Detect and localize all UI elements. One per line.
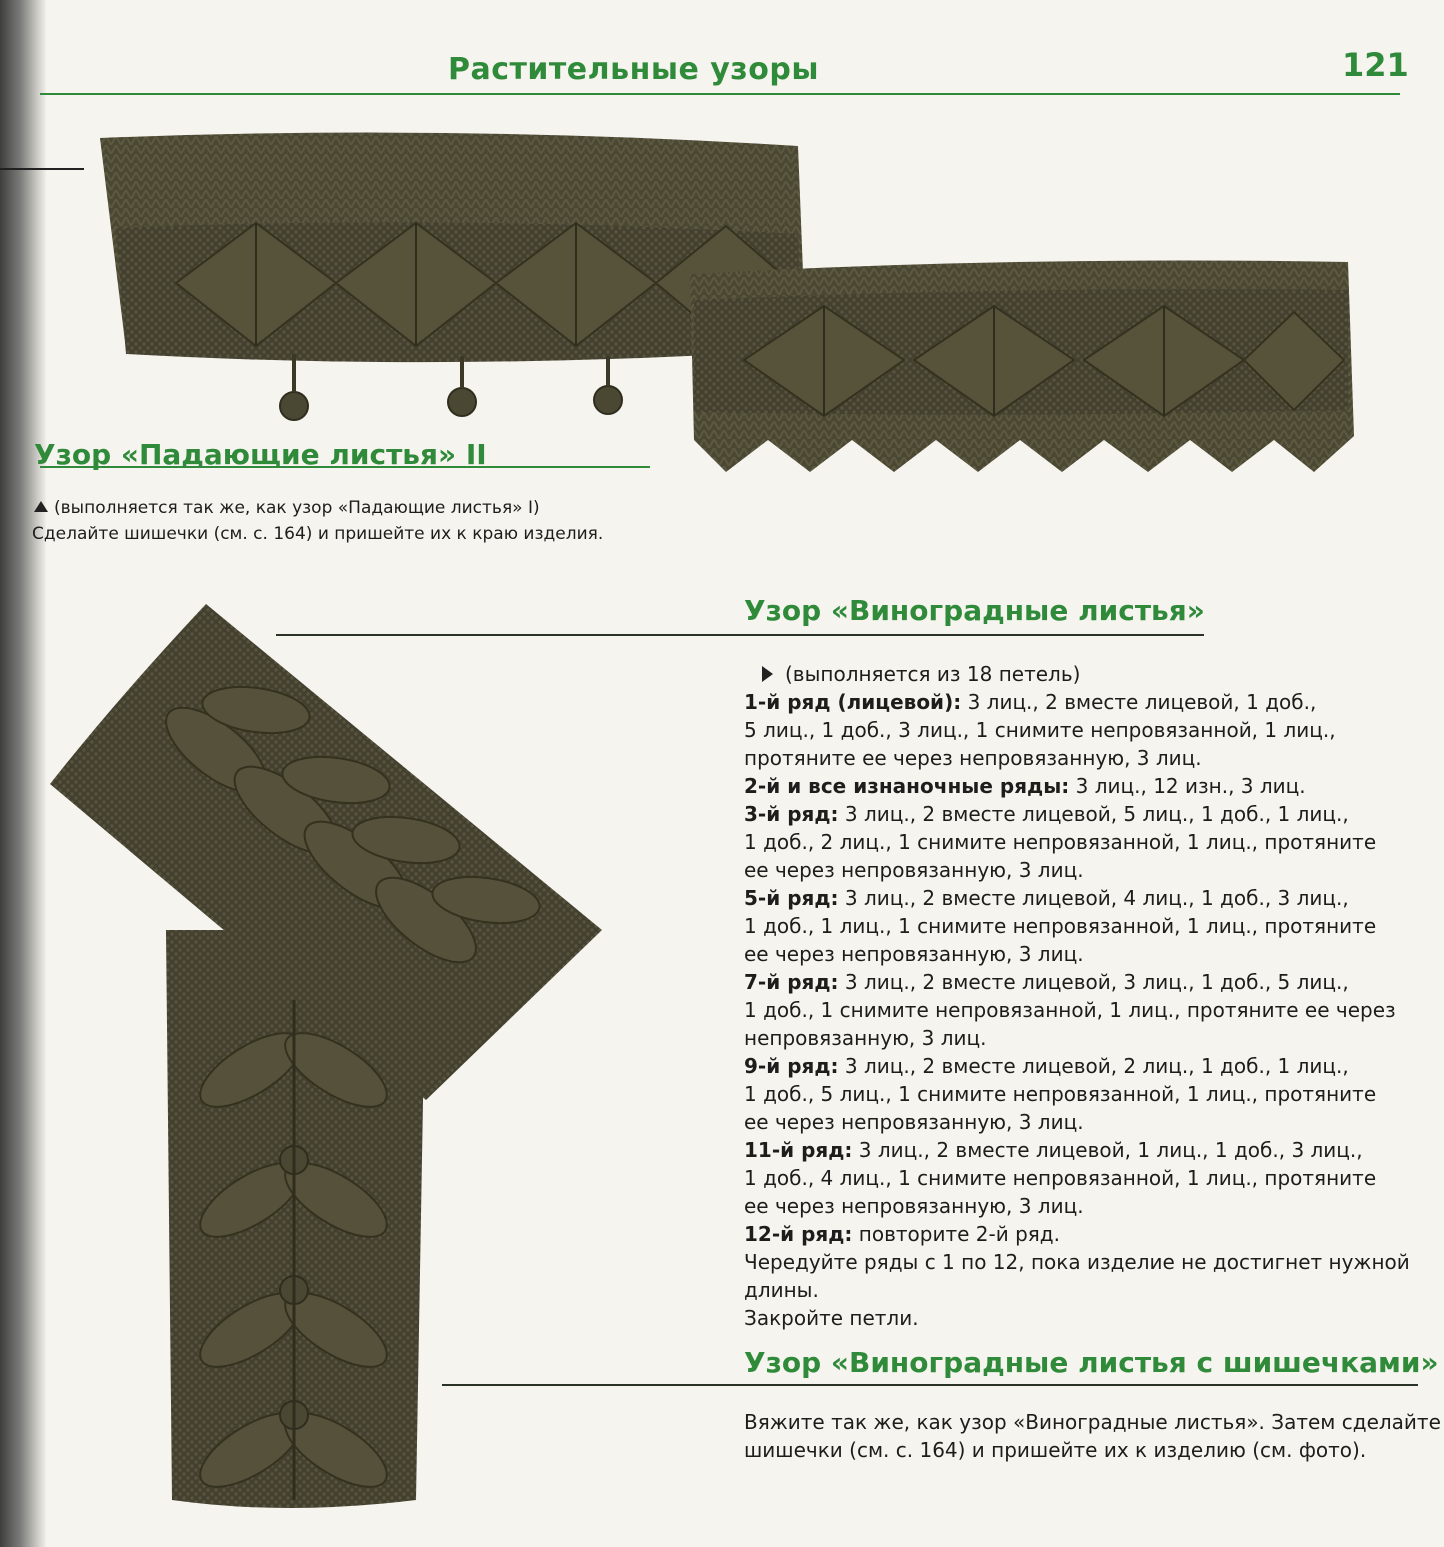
triangle-marker-icon bbox=[34, 501, 48, 512]
section-3-line-1: Вяжите так же, как узор «Виноградные листья». Затем сделайте bbox=[744, 1410, 1441, 1434]
row-9-line-3: ее через непровязанную, 3 лиц. bbox=[744, 1110, 1084, 1134]
row-text: 3 лиц., 2 вместе лицевой, 1 лиц., 1 доб., 3 лиц., bbox=[858, 1138, 1363, 1162]
row-9-line-1 bbox=[744, 1052, 1349, 1080]
repeat-line-1: Чередуйте ряды с 1 по 12, пока изделие не достигнет нужной bbox=[744, 1250, 1410, 1274]
section-1-note bbox=[34, 494, 540, 522]
row-12-line-1 bbox=[744, 1220, 1060, 1248]
row-11-line-1 bbox=[744, 1136, 1363, 1164]
row-label: 1-й ряд (лицевой): bbox=[744, 690, 962, 714]
section-1-instruction: Сделайте шишечки (см. с. 164) и пришейте их к краю изделия. bbox=[32, 524, 604, 544]
running-head: Растительные узоры bbox=[448, 52, 819, 87]
row-5-line-2: 1 доб., 1 лиц., 1 снимите непровязанной, 1 лиц., протяните bbox=[744, 914, 1377, 938]
row-5-line-1 bbox=[744, 884, 1349, 912]
row-text: 3 лиц., 2 вместе лицевой, 2 лиц., 1 доб., 1 лиц., bbox=[844, 1054, 1349, 1078]
row-2-line-1 bbox=[744, 772, 1306, 800]
row-3-line-3: ее через непровязанную, 3 лиц. bbox=[744, 858, 1084, 882]
section-2-note bbox=[762, 660, 1080, 688]
row-text: 3 лиц., 2 вместе лицевой, 3 лиц., 1 доб., 5 лиц., bbox=[844, 970, 1349, 994]
row-1-line-1 bbox=[744, 688, 1316, 716]
row-9-line-2: 1 доб., 5 лиц., 1 снимите непровязанной, 1 лиц., протяните bbox=[744, 1082, 1377, 1106]
row-label: 2-й и все изнаночные ряды: bbox=[744, 774, 1070, 798]
arrow-marker-icon bbox=[762, 666, 773, 682]
row-3-line-1 bbox=[744, 800, 1349, 828]
photo-falling-leaves-zigzag bbox=[684, 250, 1360, 490]
row-label: 9-й ряд: bbox=[744, 1054, 839, 1078]
page-number: 121 bbox=[1342, 46, 1409, 84]
row-7-line-2: 1 доб., 1 снимите непровязанной, 1 лиц., протяните ее через bbox=[744, 998, 1396, 1022]
section-rule-3 bbox=[442, 1384, 1418, 1386]
row-text: 3 лиц., 2 вместе лицевой, 5 лиц., 1 доб., 1 лиц., bbox=[844, 802, 1349, 826]
row-3-line-2: 1 доб., 2 лиц., 1 снимите непровязанной, 1 лиц., протяните bbox=[744, 830, 1377, 854]
finish-line: Закройте петли. bbox=[744, 1306, 919, 1330]
row-1-line-2: 5 лиц., 1 доб., 3 лиц., 1 снимите непровязанной, 1 лиц., bbox=[744, 718, 1336, 742]
row-text: 3 лиц., 12 изн., 3 лиц. bbox=[1075, 774, 1306, 798]
row-label: 3-й ряд: bbox=[744, 802, 839, 826]
row-label: 11-й ряд: bbox=[744, 1138, 853, 1162]
row-text: 3 лиц., 2 вместе лицевой, 1 доб., bbox=[967, 690, 1317, 714]
row-7-line-1 bbox=[744, 968, 1349, 996]
row-7-line-3: непровязанную, 3 лиц. bbox=[744, 1026, 987, 1050]
section-1-note-text: (выполняется так же, как узор «Падающие листья» I) bbox=[54, 498, 540, 518]
section-rule-2 bbox=[276, 634, 1204, 636]
row-label: 7-й ряд: bbox=[744, 970, 839, 994]
section-rule-1 bbox=[40, 466, 650, 468]
section-title-grape-leaves-bobbles: Узор «Виноградные листья с шишечками» bbox=[744, 1346, 1439, 1379]
section-2-note-text: (выполняется из 18 петель) bbox=[785, 662, 1081, 686]
section-title-grape-leaves: Узор «Виноградные листья» bbox=[744, 594, 1205, 627]
photo-grape-leaves-pieces bbox=[46, 600, 616, 1516]
spine-rule bbox=[0, 168, 84, 170]
row-text: 3 лиц., 2 вместе лицевой, 4 лиц., 1 доб., 3 лиц., bbox=[844, 886, 1349, 910]
row-text: повторите 2-й ряд. bbox=[858, 1222, 1060, 1246]
row-5-line-3: ее через непровязанную, 3 лиц. bbox=[744, 942, 1084, 966]
section-3-line-2: шишечки (см. с. 164) и пришейте их к изделию (см. фото). bbox=[744, 1438, 1367, 1462]
header-rule bbox=[40, 93, 1400, 95]
row-label: 5-й ряд: bbox=[744, 886, 839, 910]
section-title-falling-leaves-2: Узор «Падающие листья» II bbox=[34, 438, 487, 471]
row-1-line-3: протяните ее через непровязанную, 3 лиц. bbox=[744, 746, 1202, 770]
row-label: 12-й ряд: bbox=[744, 1222, 853, 1246]
row-11-line-3: ее через непровязанную, 3 лиц. bbox=[744, 1194, 1084, 1218]
repeat-line-2: длины. bbox=[744, 1278, 819, 1302]
book-spine-shadow bbox=[0, 0, 46, 1547]
row-11-line-2: 1 доб., 4 лиц., 1 снимите непровязанной, 1 лиц., протяните bbox=[744, 1166, 1377, 1190]
